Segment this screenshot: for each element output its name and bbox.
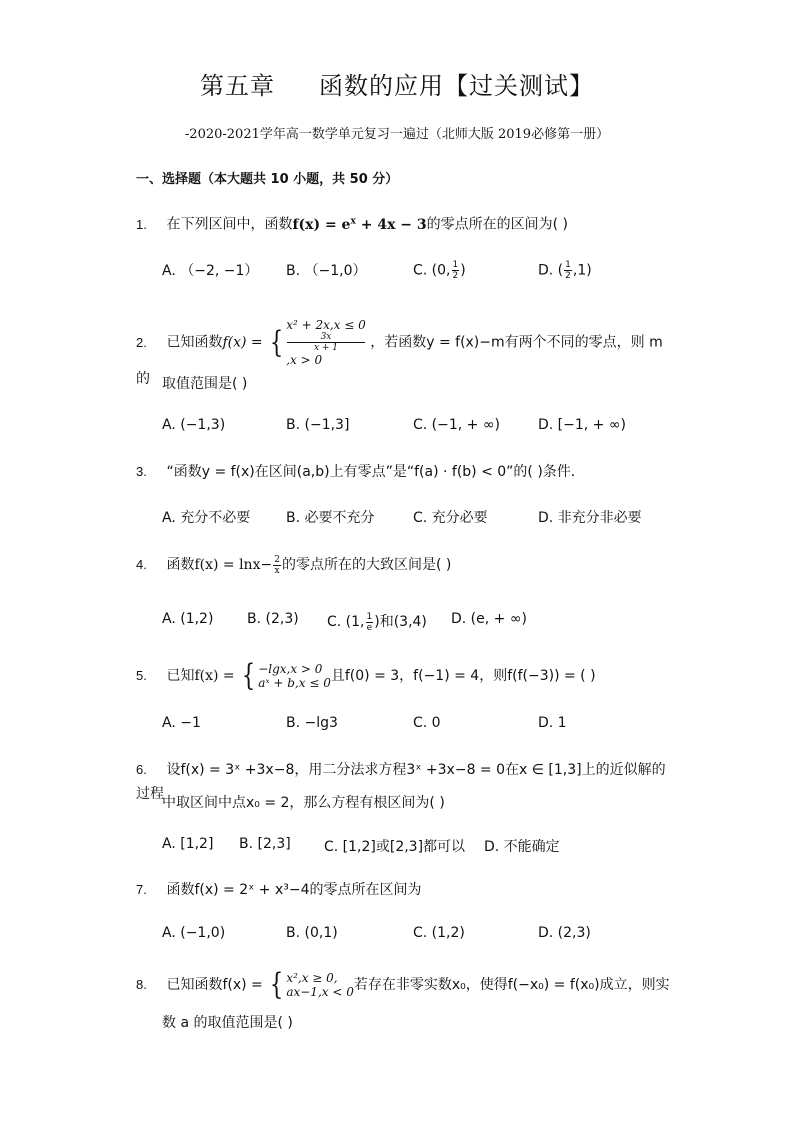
question-number: 5. xyxy=(136,668,147,683)
option-d[interactable]: D. (e, + ∞) xyxy=(451,611,527,627)
piecewise-cases: −lgx,x > 0 aˣ + b,x ≤ 0 xyxy=(258,662,331,690)
option-b[interactable]: B. (0,1) xyxy=(286,925,338,941)
question-6: 6. 设f(x) = 3ˣ +3x−8，用二分法求方程3ˣ +3x−8 = 0在x ∈ [1,3]上的近似解的过程 xyxy=(136,758,674,806)
option-c[interactable]: C. (1,2) xyxy=(413,925,465,941)
option-a[interactable]: A. （−2, −1） xyxy=(162,263,259,279)
brace-icon: { xyxy=(269,324,284,360)
option-a[interactable]: A. −1 xyxy=(162,715,201,731)
subtitle: -2020-2021学年高一数学单元复习一遍过（北师大版 2019必修第一册） xyxy=(184,127,610,142)
question-number: 8. xyxy=(136,977,147,992)
option-d[interactable]: D. [−1, + ∞) xyxy=(538,417,626,433)
option-a[interactable]: A. (−1,3) xyxy=(162,417,226,433)
option-b[interactable]: B. 必要不充分 xyxy=(286,510,375,526)
option-d[interactable]: D. 非充分非必要 xyxy=(538,510,642,526)
option-d[interactable]: D. (2,3) xyxy=(538,925,591,941)
question-2-continued: 取值范围是( ) xyxy=(162,376,248,392)
piecewise-cases: x² + 2x,x ≤ 0 3x x + 1 ,x > 0 xyxy=(286,318,366,367)
option-c[interactable]: C. 0 xyxy=(413,715,441,731)
brace-icon: { xyxy=(241,658,256,693)
option-c[interactable]: C. (−1, + ∞) xyxy=(413,417,500,433)
piecewise-cases: x²,x ≥ 0, ax−1,x < 0 xyxy=(286,971,354,999)
option-d[interactable]: D. 1 xyxy=(538,715,567,731)
option-d[interactable]: D. ( $\frac{1}{2}$ ,1) xyxy=(538,260,592,281)
chapter-title: 函数的应用【过关测试】 xyxy=(319,72,594,100)
question-6-continued: 中取区间中点x₀ = 2，那么方程有根区间为( ) xyxy=(162,795,445,811)
option-a[interactable]: A. (−1,0) xyxy=(162,925,226,941)
question-4: 4. 函数f(x) = lnx− $\frac{2}{x}$ 的零点所在的大致区间是( ) xyxy=(136,554,452,576)
option-a[interactable]: A. [1,2] xyxy=(162,836,214,852)
question-2: 2. 已知函数f(x) = { x² + 2x,x ≤ 0 3x x + 1 ,x > 0 ，若函数y = f(x)−m有两个不同的零点，则 m 的 xyxy=(136,318,663,387)
question-3: 3. “函数y = f(x)在区间(a,b)上有零点”是“f(a) · f(b) < 0”的( )条件． xyxy=(136,460,674,484)
option-b[interactable]: B. (−1,3] xyxy=(286,417,350,433)
chapter-label: 第五章 xyxy=(200,72,275,100)
question-number: 4. xyxy=(136,557,147,572)
option-c[interactable]: C. [1,2]或[2,3]都可以 xyxy=(324,839,466,855)
option-c[interactable]: C. (0, $\frac{1}{2}$ ) xyxy=(413,260,466,281)
option-b[interactable]: B. −lg3 xyxy=(286,715,338,731)
question-number: 1. xyxy=(136,216,147,232)
question-8-continued: 数 a 的取值范围是( ) xyxy=(162,1015,293,1031)
question-number: 7. xyxy=(136,882,147,897)
question-number: 3. xyxy=(136,464,147,479)
page-title xyxy=(0,66,794,101)
brace-icon: { xyxy=(270,967,284,1002)
option-c[interactable]: C. 充分必要 xyxy=(413,510,488,526)
option-b[interactable]: B. [2,3] xyxy=(239,836,291,852)
option-a[interactable]: A. (1,2) xyxy=(162,611,214,627)
question-7: 7. 函数f(x) = 2ˣ + x³−4的零点所在区间为 xyxy=(136,878,674,902)
question-number: 2. xyxy=(136,334,147,350)
option-a[interactable]: A. 充分不必要 xyxy=(162,510,251,526)
option-b[interactable]: B. （−1,0） xyxy=(286,263,367,279)
option-c[interactable]: C. (1, $\frac{1}{e}$ )和(3,4) xyxy=(327,611,427,633)
option-b[interactable]: B. (2,3) xyxy=(247,611,299,627)
option-d[interactable]: D. 不能确定 xyxy=(484,839,560,855)
question-5: 5. 已知f(x) = { −lgx,x > 0 aˣ + b,x ≤ 0 且f(0) = 3，f(−1) = 4，则f(f(−3)) = ( ) xyxy=(136,658,596,693)
section-heading: 一、选择题（本大题共 10 小题，共 50 分） xyxy=(136,172,399,187)
question-number: 6. xyxy=(136,762,147,777)
question-1: 1. 在下列区间中，函数$f(x) = e^x + 4x - 3$的零点所在的区间为( ) xyxy=(136,209,674,237)
question-8: 8. 已知函数f(x) = { x²,x ≥ 0, ax−1,x < 0 若存在非零实数x₀，使得f(−x₀) = f(x₀)成立，则实 xyxy=(136,967,670,1002)
